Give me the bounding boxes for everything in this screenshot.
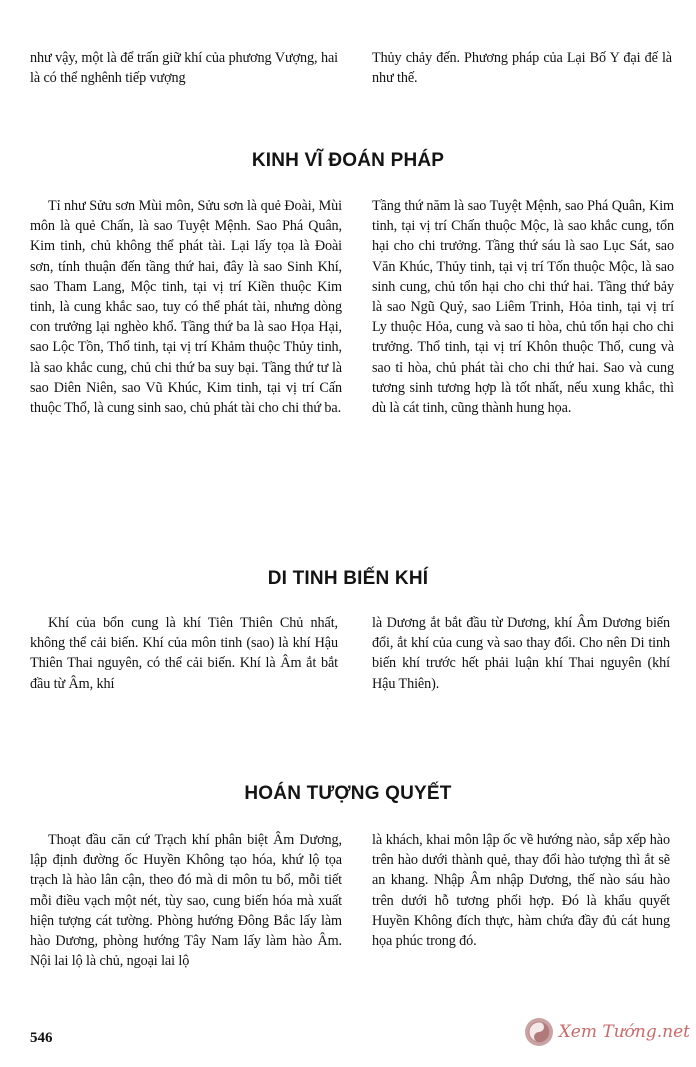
section2-right-text: là Dương ắt bắt đầu từ Dương, khí Âm Dương biến đổi, ắt khí của cung và sao thay đổi. Cho nên Di tinh biến khí trước hết phải luận khí Thai nguyên (khí Hậu Thiên). <box>372 615 670 692</box>
section-heading-hoan-tuong: HOÁN TƯỢNG QUYẾT <box>244 783 452 804</box>
section1-right-column <box>372 196 674 418</box>
section1-left-column <box>30 196 342 418</box>
top-left-column <box>30 48 338 88</box>
yin-yang-icon <box>525 1018 553 1046</box>
page-number: 546 <box>30 1030 53 1046</box>
section2-left-column <box>30 613 338 694</box>
watermark <box>525 1014 690 1050</box>
section3-right-column <box>372 830 670 951</box>
section1-right-text: Tầng thứ năm là sao Tuyệt Mệnh, sao Phá Quân, Kim tinh, tại vị trí Chấn thuộc Mộc, là sao khắc cung, tổn hại cho chi trưởng. Tầng thứ sáu là sao Lục Sát, sao Văn Khúc, Thủy tinh, tại vị trí Tốn thuộc Mộc, là sao sinh cung, chủ tổn hại cho chi thứ hai. Tầng thứ bảy là sao Ngũ Quỷ, sao Liêm Trinh, Hỏa tinh, tại vị trí Ly thuộc Hỏa, cung và sao tỉ hòa, chủ tổn hại cho chi trưởng. Thổ tinh, tại vị trí Khôn thuộc Thổ, cung và sao tỉ hòa, chủ phát tài cho chi thứ hai. Sao và cung tương sinh tương hợp là tốt nhất, nếu xung khắc, thì dù là cát tinh, cũng thành hung họa. <box>372 198 674 417</box>
section2-right-column <box>372 613 670 694</box>
top-right-column <box>372 48 672 88</box>
section3-left-column <box>30 830 342 971</box>
section3-left-text: Thoạt đầu căn cứ Trạch khí phân biệt Âm Dương, lập định đường ốc Huyền Không tạo hóa, khứ lộ tọa trạch là hào lân cận, theo đó mà di môn tu bổ, mỗi tiết mỗi điều vạch một nét, tùy sao, cung biến hóa mà xuất hiện tượng cát tường. Phòng hướng Đông Bắc lấy làm hào Dương, phòng hướng Tây Nam lấy làm hào Âm. Nội lai lộ là chủ, ngoại lai lộ <box>30 832 342 970</box>
section-heading-di-tinh: DI TINH BIẾN KHÍ <box>267 568 429 589</box>
watermark-text: Xem Tướng.net <box>558 1022 690 1042</box>
section2-left-text: Khí của bổn cung là khí Tiên Thiên Chủ nhất, không thể cải biến. Khí của môn tinh (sao) là khí Hậu Thiên Thai nguyên, có thể cải biến. Khí là Âm ắt bắt đầu từ Âm, khí <box>30 615 338 692</box>
top-left-text: như vậy, một là để trấn giữ khí của phương Vượng, hai là có thể nghênh tiếp vượng <box>30 50 338 87</box>
section1-left-text: Tỉ như Sửu sơn Mùi môn, Sửu sơn là quẻ Đoài, Mùi môn là quẻ Chấn, là sao Tuyệt Mệnh. Sao Phá Quân, Kim tinh, chủ không thể phát tài. Lại lấy tọa là Đoài sơn, tính thuận đến tầng thứ hai, đây là sao Sinh Khí, sao Tham Lang, Mộc tinh, tại vị trí Kiền thuộc Kim tinh, là cung khắc sao, tuy có thể phát tài, nhưng dòng con trưởng lại nghèo khổ. Tầng thứ ba là sao Họa Hại, sao Lộc Tồn, Thổ tinh, tại vị trí Khảm thuộc Thủy tinh, là sao khắc cung, chủ chi thứ ba suy bại. Tầng thứ tư là sao Diên Niên, sao Vũ Khúc, Kim tinh, tại vị trí Cấn thuộc Thổ, là cung sinh sao, chủ phát tài cho chi thứ ba. <box>30 198 342 417</box>
section-heading-kinh-vi: KINH VĨ ĐOÁN PHÁP <box>251 150 445 171</box>
top-right-text: Thủy chảy đến. Phương pháp của Lại Bố Y đại đế là như thế. <box>372 50 672 87</box>
section3-right-text: là khách, khai môn lập ốc về hướng nào, sắp xếp hào trên hào dưới thành quẻ, thay đổi hào tượng thì ắt sẽ an khang. Nhập Âm nhập Dương, thế nào sáu hào trên dưới hỗ tương phối hợp. Đó là khẩu quyết Huyền Không đích thực, hàm chứa đầy đủ cát hung họa phúc trong đó. <box>372 832 670 950</box>
